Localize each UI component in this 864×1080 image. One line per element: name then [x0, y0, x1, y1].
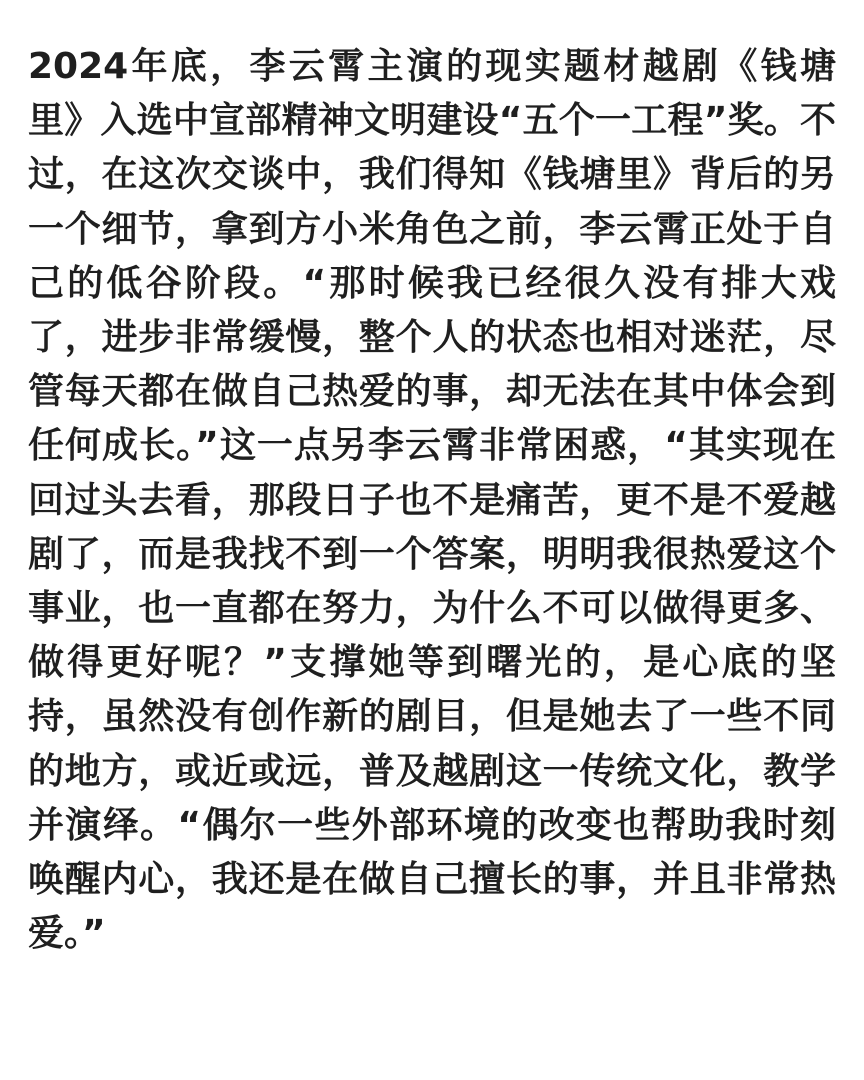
text-line-11: 事业，也一直都在努力，为什么不可以做得更多、 [28, 588, 836, 630]
text-line-3: 过，在这次交谈中，我们得知《钱塘里》背后的另 [28, 154, 836, 196]
text-line-6: 了，进步非常缓慢，整个人的状态也相对迷茫，尽 [28, 317, 836, 359]
text-line-10: 剧了，而是我找不到一个答案，明明我很热爱这个 [28, 533, 836, 575]
article-text [28, 40, 836, 961]
text-line-2: 里》入选中宣部精神文明建设“五个一工程”奖。不 [28, 100, 836, 142]
text-line-14: 的地方，或近或远，普及越剧这一传统文化，教学 [28, 750, 836, 792]
text-line-7: 管每天都在做自己热爱的事，却无法在其中体会到 [28, 371, 836, 413]
text-line-17: 爱。” [28, 913, 106, 955]
text-line-15: 并演绎。“偶尔一些外部环境的改变也帮助我时刻 [28, 804, 836, 846]
text-line-5: 己的低谷阶段。“那时候我已经很久没有排大戏 [28, 262, 836, 304]
text-line-13: 持，虽然没有创作新的剧目，但是她去了一些不同 [28, 696, 836, 738]
text-line-4: 一个细节，拿到方小米角色之前，李云霄正处于自 [28, 208, 836, 250]
text-line-8: 任何成长。”这一点另李云霄非常困惑，“其实现在 [28, 425, 836, 467]
text-line-16: 唤醒内心，我还是在做自己擅长的事，并且非常热 [28, 859, 836, 901]
text-line-12: 做得更好呢？”支撑她等到曙光的，是心底的坚 [28, 642, 836, 684]
text-line-1: 2024年底，李云霄主演的现实题材越剧《钱塘 [28, 46, 836, 87]
text-line-9: 回过头去看，那段日子也不是痛苦，更不是不爱越 [28, 479, 836, 521]
